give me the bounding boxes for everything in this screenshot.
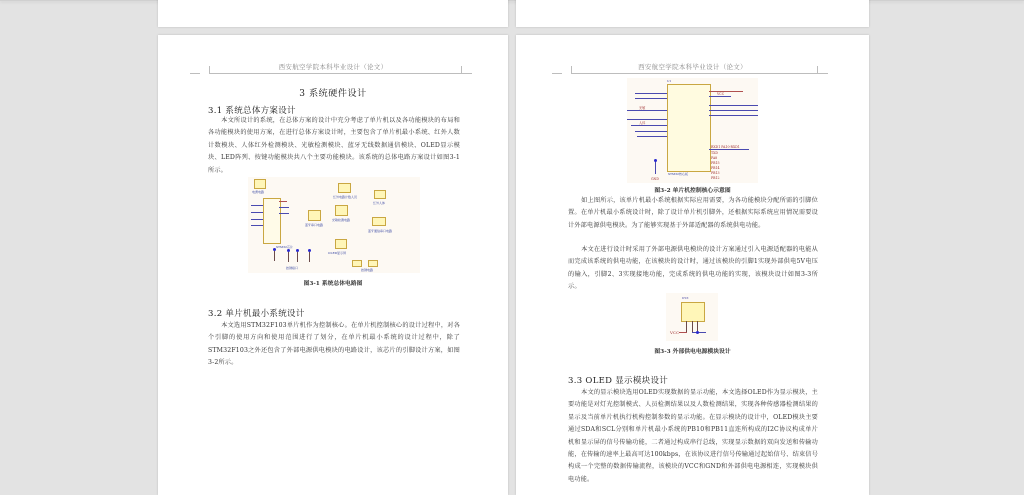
section-title-3-2: 3.2 单片机最小系统设计: [208, 309, 305, 319]
stm32-core-board: [667, 84, 711, 172]
running-header: 西安航空学院本科毕业设计（论文）: [278, 63, 388, 71]
header-rule-ext-left: [190, 73, 200, 74]
header-rule-ext-right: [462, 73, 472, 74]
figure-3-3-power-module: DYZ VCC: [666, 293, 718, 341]
header-rule-ext-right: [818, 73, 828, 74]
page-previous-left: [158, 0, 508, 27]
running-header: 西安航空学院本科毕业设计（论文）: [638, 63, 747, 71]
figure-3-3-caption: 图3-3 外部供电电源模块设计: [654, 349, 731, 355]
figure-3-2-mcu-pinout: U1 VCC 光敏 人体 RXD1 PA10-RXD1 TXD PA8 PB15 PB14 PB13 PB12 GND STM32核心板: [627, 78, 758, 183]
power-module: [254, 179, 266, 189]
toolbar-edge: [0, 0, 1024, 1]
dyz-connector: [681, 302, 705, 322]
page-previous-right: [516, 0, 869, 27]
paragraph-3-2: 本文选用STM32F103单片机作为控制核心。在单片机控制核心的设计过程中，对各个引脚的使用方向和使用范围进行了划分，在单片机最小系统的设计过程中，除了STM32F103之外还包含了外部电源供电模块的电路设计，该芯片的引脚设计方案，如图3-2所示。: [208, 322, 460, 367]
figure-3-1-system-schematic: 电源电路 STM32芯片 蓝牙串口电路 红外电路计数人员 光敏检测电路 红外人体 蓝牙通信串口电路 OLED显示屏 按键接口 按键电路: [248, 177, 420, 273]
figure-3-2-caption: 图3-2 单片机控制核心示意图: [654, 188, 731, 194]
paragraph-pinout-explanation: 如上图所示，该单片机最小系统根据实际应用需要，为各功能模块分配所需的引脚位置。在单片机最小系统设计时，除了设计单片机引脚外，还根据实际系统应用情况需要设计外部电源供电模块。为了能够实现基于外部适配器的系统供电功能。: [568, 197, 818, 229]
key-1: [352, 260, 362, 267]
section-title-3-1: 3.1 系统总体方案设计: [208, 106, 296, 116]
bluetooth-module: [308, 210, 321, 221]
header-rule: [209, 73, 462, 74]
paragraph-3-3: 本文的显示模块选用OLED实现数据的显示功能，本文选择OLED作为显示模块，主要功能是对灯光控制模式、人员检测结果以及人数检测结果，实现各种传感器检测结果的显示及当前单片机执行机构控制参数的显示功能。在显示模块的设计中，OLED模块主要通过SDA和SCL分别和单片机最小系统的PB10和PB11直连所构成的I2C协议构成单片机和显示屏的信号传输功能，二者通过构成串行总线，实现显示数据的双向发送和传输功能，在传输的速率上最高可达100kbps，在该协议进行信号传输通过起始信号、结束信号构成一个完整的数据传输流程，该模块的VCC和GND和外部供电电源相连，实现模块供电功能。: [568, 389, 818, 483]
page-right: [516, 35, 869, 495]
page-left: [158, 35, 508, 495]
mcu-chip: [263, 198, 281, 244]
key-2: [368, 260, 378, 267]
paragraph-power-module: 本文在进行设计时采用了外部电源供电模块的设计方案通过引入电源适配器的电能从而完成该系统的供电功能，在该模块的设计时，通过该模块的引脚1实现外部供电5V电压的输入，引脚2、3实现接地功能，完成系统的供电功能的实现，该模块设计如图3-3所示。: [568, 246, 818, 291]
ir-counter-module: [338, 183, 351, 193]
header-rule: [571, 73, 818, 74]
figure-3-1-caption: 图3-1 系统总体电路图: [303, 281, 363, 287]
chapter-title: 3 系统硬件设计: [299, 89, 367, 99]
header-rule-ext-left: [552, 73, 562, 74]
paragraph-3-1: 本文所设计的系统，在总体方案的设计中充分考虑了单片机以及各功能模块的布局和各功能模块的使用方案，在进行总体方案设计时，主要包含了单片机最小系统、红外人数计数模块、人体红外检测模块、光敏检测模块、蓝牙无线数据通信模块、OLED显示模块、LED阵列、按键功能模块共八个主要功能模块。该系统的总体电路方案设计如图3-1所示。: [208, 117, 460, 174]
light-sensor-module: [335, 205, 348, 216]
bluetooth-comm-module: [372, 217, 386, 226]
oled-module: [335, 239, 347, 249]
section-title-3-3: 3.3 OLED 显示模块设计: [568, 376, 669, 386]
pir-module: [374, 190, 386, 199]
